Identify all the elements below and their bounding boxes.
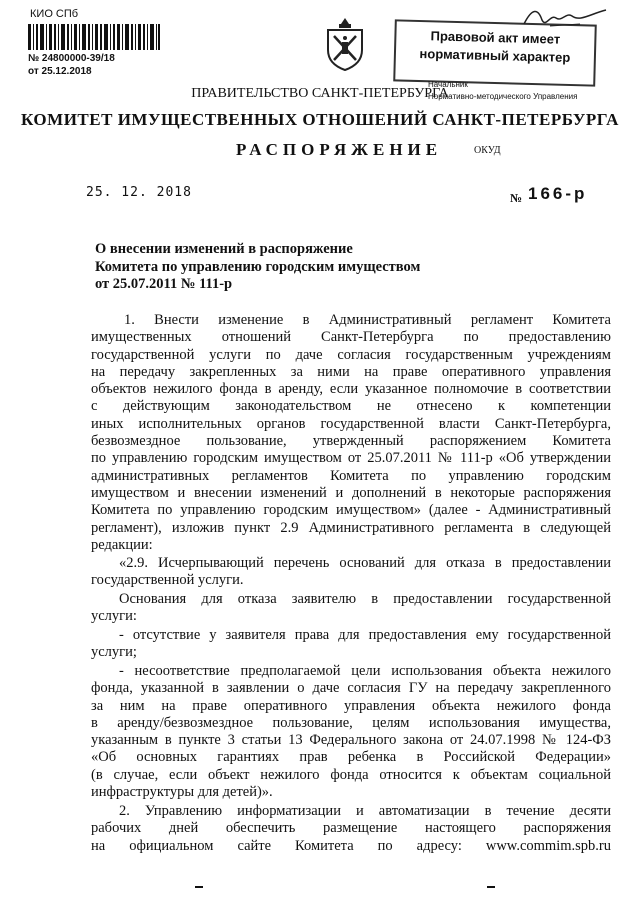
text-line: (в случае, если объект нежилого фонда относится к объектам социальной [91,766,611,783]
subject-line: от 25.07.2011 № 111-р [95,276,233,292]
registration-number: № 24800000-39/18 [28,53,115,64]
government-title: ПРАВИТЕЛЬСТВО САНКТ-ПЕТЕРБУРГА [191,86,449,101]
text-line: «Об основных гарантиях прав ребенка в Российской Федерации» [91,749,611,766]
barcode-icon [28,24,160,50]
text-line: по управлению городским имуществом от 25.07.2011 № 111-р «Об утверждении [91,450,611,467]
text-line: на передачу закрепленных за ними на праве оперативного управления [91,363,611,380]
number-label: № [510,191,523,205]
signature-icon [520,4,610,30]
stamp-note-department: Нормативно-методического Управления [428,92,578,101]
text-line: имущественных отношений Санкт-Петербурга по предоставлению [91,329,611,346]
text-line: безвозмездное пользование, утвержденный распоряжением Комитета [91,433,611,450]
text-line: фонда, указанной в заявлении о даче согласия ГУ на передачу закрепленного [91,680,611,697]
text-line: Основания для отказа заявителю в предоставлении государственной [119,591,611,607]
text-line: инфраструктуры для детей)». [91,784,273,801]
text-line: на официальном сайте Комитета по адресу: www.commim.spb.ru [91,837,611,854]
text-line: - отсутствие у заявителя права для предоставления ему государственной [119,627,611,643]
paragraph-1 [91,312,611,554]
page-mark [195,886,203,888]
text-line: Комитета по управлению городским имуществом» (далее - Административный [91,502,611,519]
text-line: 2. Управлению информатизации и автоматизации в течение десяти [119,803,611,819]
grounds-intro [91,591,611,626]
page-mark [487,886,495,888]
subject-line: Комитета по управлению городским имуществом [95,258,421,275]
subject-line: О внесении изменений в распоряжение [95,241,353,257]
document-type: РАСПОРЯЖЕНИЕ [236,140,443,159]
text-line: услуги; [91,644,137,661]
text-line: государственной услуги по даче согласия государственным учреждениям [91,346,611,363]
text-line: административных регламентов Комитета по управлению городским [91,467,611,484]
ground-1 [91,627,611,662]
document-date: 25. 12. 2018 [86,185,192,200]
paragraph-2 [91,803,611,855]
text-line: редакции: [91,536,153,553]
text-line: рабочих дней обеспечить размещение настоящего распоряжения [91,820,611,837]
document-number: 166-р [528,184,588,203]
text-line: указанным в пункте 3 статьи 13 Федерального закона от 24.07.1998 № 124-ФЗ [91,732,611,749]
coat-of-arms-icon [322,16,368,72]
org-code: КИО СПб [30,8,79,20]
stamp-note-head: Начальник [428,80,468,89]
stamp-line-1: Правовой акт имеет [430,28,561,47]
text-line: - несоответствие предполагаемой цели использования объекта нежилого [119,663,611,679]
stamp-line-2: нормативный характер [419,46,571,65]
document-subject [95,241,420,294]
text-line: «2.9. Исчерпывающий перечень оснований для отказа в предоставлении [119,555,611,571]
text-line: государственной услуги. [91,572,244,589]
text-line: за ним на праве оперативного управления объекта нежилого фонда [91,697,611,714]
ground-2 [91,663,611,801]
text-line: услуги: [91,608,137,625]
quote-header [91,555,611,590]
text-line: регламент), изложив пункт 2.9 Административного регламента в следующей [91,519,611,536]
registration-date: от 25.12.2018 [28,66,92,77]
text-line: имуществом и внесении изменений и дополнений в некоторые распоряжения [91,484,611,501]
okud-label: ОКУД [474,145,501,156]
committee-title: КОМИТЕТ ИМУЩЕСТВЕННЫХ ОТНОШЕНИЙ САНКТ-ПЕТЕРБУРГА [21,110,619,129]
text-line: в аренду/безвозмездное пользование, целям использования имущества, [91,714,611,731]
text-line: иных исполнительных органов государственной власти Санкт-Петербурга, [91,415,611,432]
text-line: 1. Внести изменение в Административный регламент Комитета [124,312,611,328]
text-line: объектов нежилого фонда в аренду, если указанное полномочие в соответствии [91,381,611,398]
text-line: с действующим законодательством не отнесено к компетенции [91,398,611,415]
